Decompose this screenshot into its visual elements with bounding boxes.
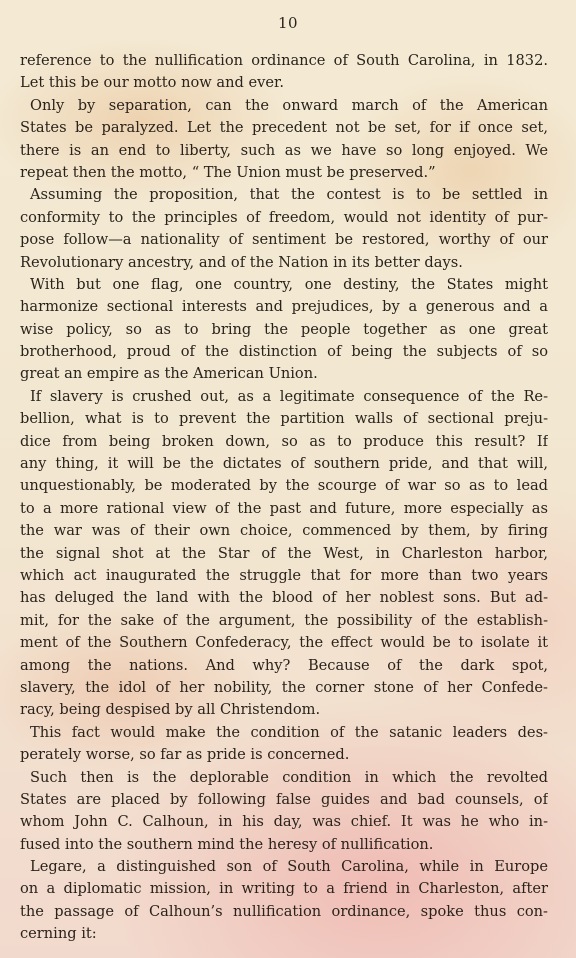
text-line: which act inaugurated the struggle that for more than two years <box>20 566 548 584</box>
text-line: Only by separation, can the onward march of the American <box>30 96 548 114</box>
text-line: mit, for the sake of the argument, the possibility of the establish- <box>20 611 548 629</box>
text-line: With but one flag, one country, one destiny, the States might <box>30 275 548 293</box>
text-line: bellion, what is to prevent the partition walls of sectional preju- <box>20 410 548 428</box>
text-line: cerning it: <box>20 925 97 943</box>
text-line: slavery, the idol of her nobility, the corner stone of her Confede- <box>20 678 548 696</box>
text-line: Such then is the deplorable condition in which the revolted <box>30 768 548 786</box>
text-line: harmonize sectional interests and prejudices, by a generous and a <box>20 298 548 316</box>
text-line: racy, being despised by all Christendom. <box>20 701 321 719</box>
text-line: to a more rational view of the past and future, more especially as <box>20 499 548 517</box>
text-line: States be paralyzed. Let the precedent not be set, for if once set, <box>20 119 548 137</box>
text-line: unquestionably, be moderated by the scourge of war so as to lead <box>20 477 548 495</box>
text-line: Let this be our motto now and ever. <box>20 74 285 92</box>
text-line: the war was of their own choice, commenced by them, by firing <box>20 522 548 540</box>
text-line: States are placed by following false guides and bad counsels, of <box>20 790 548 808</box>
text-line: If slavery is crushed out, as a legitimate consequence of the Re- <box>30 387 548 405</box>
text-line: repeat then the motto, “ The Union must be preserved.” <box>20 163 436 181</box>
text-line: on a diplomatic mission, in writing to a friend in Charleston, after <box>20 880 548 898</box>
text-line: Legare, a distinguished son of South Carolina, while in Europe <box>30 858 548 876</box>
text-line: whom John C. Calhoun, in his day, was chief. It was he who in- <box>20 813 548 831</box>
text-line: great an empire as the American Union. <box>20 365 318 383</box>
text-line: there is an end to liberty, such as we have so long enjoyed. We <box>20 141 548 159</box>
text-line: Assuming the proposition, that the contest is to be settled in <box>30 186 548 204</box>
text-line: conformity to the principles of freedom, would not identity of pur- <box>20 208 548 226</box>
text-line: the signal shot at the Star of the West, in Charleston harbor, <box>20 544 548 562</box>
text-line: has deluged the land with the blood of her noblest sons. But ad- <box>20 589 548 607</box>
text-line: fused into the southern mind the heresy of nullification. <box>20 835 434 853</box>
text-line: perately worse, so far as pride is concerned. <box>20 746 350 764</box>
text-line: brotherhood, proud of the distinction of being the subjects of so <box>20 343 548 361</box>
body-text <box>20 50 548 946</box>
text-line: among the nations. And why? Because of the dark spot, <box>20 656 548 674</box>
text-line: Revolutionary ancestry, and of the Nation in its better days. <box>20 253 463 271</box>
text-line: pose follow—a nationality of sentiment be restored, worthy of our <box>20 231 548 249</box>
text-line: the passage of Calhoun’s nullification ordinance, spoke thus con- <box>20 902 548 920</box>
text-line: any thing, it will be the dictates of southern pride, and that will, <box>20 455 548 473</box>
text-line: dice from being broken down, so as to produce this result? If <box>20 432 548 450</box>
text-line: ment of the Southern Confederacy, the effect would be to isolate it <box>20 634 548 652</box>
page-number: 10 <box>277 14 299 32</box>
text-line: reference to the nullification ordinance of South Carolina, in 1832. <box>20 52 548 69</box>
text-line: wise policy, so as to bring the people together as one great <box>20 320 548 338</box>
text-line: This fact would make the condition of the satanic leaders des- <box>30 723 548 741</box>
